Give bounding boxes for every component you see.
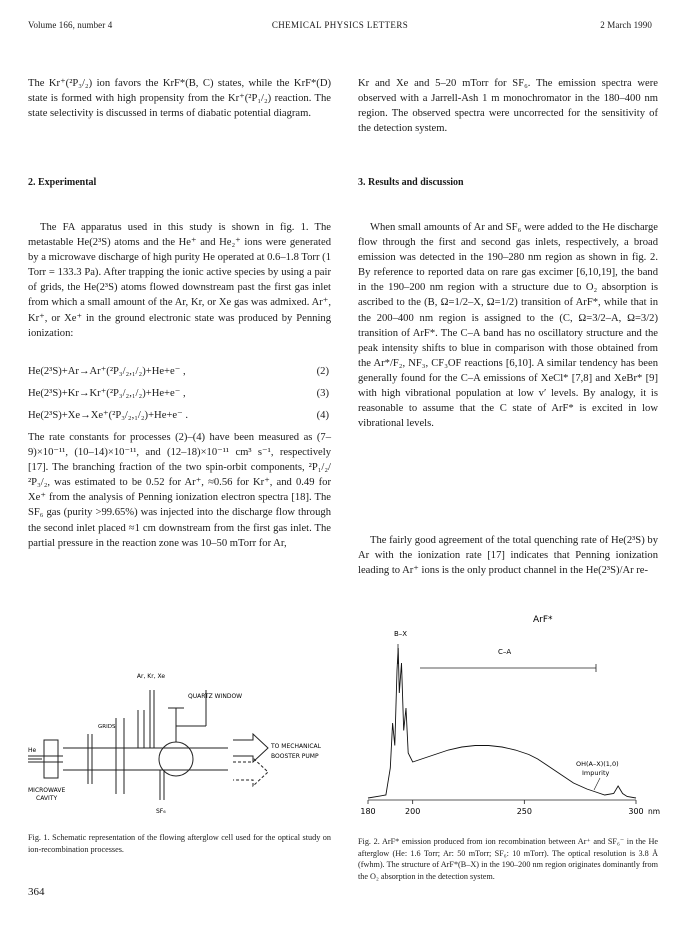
- fig1-label-sf6: SF₆: [156, 808, 166, 815]
- section-title-results: 3. Results and discussion: [358, 177, 464, 188]
- annotation-oh: OH(A–X)(1,0): [576, 760, 619, 768]
- experimental-paragraph-2: The rate constants for processes (2)–(4) have been measured as (7–9)×10⁻¹¹, (10–14)×10⁻¹¹, and (12–18)×10⁻¹¹ cm³ s⁻¹, respectively [17]. The branching fraction of the two spin-orbit components, ²P₁/₂/²P₃/₂, was estimated to be 0.52 for Ar⁺, ≈0.56 for Kr⁺, and 0.49 for Xe⁺ from the analysis of Penning ionization electron spectra [18]. The SF₆ gas (purity >99.65%) was injected into the discharge flow through the second inlet placed ≈1 cm downstream from the first gas inlet. The partial pressure in the reaction zone was 10–50 mTorr for Ar,: [28, 432, 331, 549]
- journal-name: CHEMICAL PHYSICS LETTERS: [271, 20, 409, 30]
- fig1-label-pump-line2: BOOSTER PUMP: [271, 753, 319, 760]
- fig1-label-microwave: MICROWAVE: [28, 787, 66, 794]
- annotation-b-x: B–X: [394, 630, 408, 638]
- equation-4: He(2³S)+Xe→Xe⁺(²P₃/₂,₁/₂)+He+e⁻ . (4): [28, 410, 329, 421]
- fig1-label-gases: Ar, Kr, Xe: [136, 673, 166, 680]
- experimental-paragraph-3: Kr and Xe and 5–20 mTorr for SF₆. The emission spectra were observed with a Jarrell-Ash 1 m monochromator in the 180–400 nm region. The observed spectra were uncorrected for the sensitivity of the detection system.: [358, 78, 658, 135]
- issue-date: 2 March 1990: [600, 20, 652, 30]
- chart-title: ArF*: [533, 615, 553, 625]
- results-paragraph-1: When small amounts of Ar and SF₆ were added to the He discharge flow through the first and second gas inlets, respectively, a broad emission was detected in the 190–280 nm region as shown in fig. 2. By reference to reported data on rare gas excimer [6,10,19], the band in the 190–200 nm region with a structure due to O₂ absorption is ascribed to the (B, Ω=1/2–X, Ω=1/2) transition of ArF*, while that in the 200–400 nm region is assigned to the (C, Ω=3/2–A, Ω=3/2) transition of ArF*. The C–A band has no oscillatory structure and the peak intensity shifts to blue in comparison with those obtained from the Ar*/F₂, NF₃, CF₃OF reactions [6,10]. A similar tendency has been generally found for the C–A emissions of XeCl* [7,8] and XeBr* [9] with high vibrational population at low v′ levels. By analogy, it is reasonable to assume that the C state of ArF* is excited in low vibrational levels.: [358, 222, 658, 430]
- fig1-label-pump-line1: TO MECHANICAL: [271, 743, 321, 750]
- fig1-apparatus-schematic: [28, 668, 331, 818]
- running-header: [28, 20, 652, 34]
- volume-number: Volume 166, number 4: [28, 20, 113, 30]
- intro-end-paragraph: The Kr⁺(²P₃/₂) ion favors the KrF*(B, C) states, while the KrF*(D) state is formed with high propensity from the Kr⁺(²P₁/₂) reaction. The state selectivity is discussed in terms of diabatic potential diagram.: [28, 78, 331, 120]
- impurity-pointer: [594, 778, 600, 790]
- annotation-c-a: C–A: [498, 648, 512, 656]
- annotation-impurity: Impurity: [582, 769, 610, 777]
- fig2-caption: Fig. 2. ArF* emission produced from ion recombination between Ar⁺ and SF₆⁻ in the He afterglow (He: 1.6 Torr; Ar: 50 mTorr; SF₆: 10 mTorr). The optical resolution is 3.8 Å (fwhm). The structure of ArF*(B–X) in the 190–200 nm region originates dominantly from the O₂ absorption in the detection system.: [358, 837, 658, 881]
- page-number: 364: [28, 886, 45, 898]
- x-axis-unit: nm: [648, 807, 661, 816]
- fig1-label-cavity: CAVITY: [36, 795, 58, 802]
- fig1-label-grids: GRIDS: [98, 724, 116, 730]
- fig2-arf-emission-spectrum: [358, 608, 661, 818]
- equation-3: He(2³S)+Kr→Kr⁺(²P₃/₂,₁/₂)+He+e⁻ , (3): [28, 388, 329, 399]
- section-title-experimental: 2. Experimental: [28, 177, 97, 188]
- fig1-label-he: He: [28, 747, 37, 754]
- x-tick-label: 200: [405, 807, 421, 816]
- x-tick-label: 300: [628, 807, 644, 816]
- fig1-label-window: QUARTZ WINDOW: [188, 693, 243, 700]
- equation-2: He(2³S)+Ar→Ar⁺(²P₃/₂,₁/₂)+He+e⁻ , (2): [28, 366, 329, 377]
- x-tick-label: 180: [360, 807, 376, 816]
- experimental-paragraph-1: The FA apparatus used in this study is shown in fig. 1. The metastable He(2³S) atoms and the He⁺ and He₂⁺ ions were generated by a microwave discharge of high purity He operated at 0.6–1.8 Torr (1 Torr = 133.3 Pa). After trapping the ionic active species by using a pair of grids, the He(2³S) atoms flowed downstream past the first gas inlet from which a small amount of the Ar, Kr, or Xe gas was admixed. Ar⁺, Kr⁺, or Xe⁺ in the ground electronic state was produced by Penning ionization:: [28, 222, 331, 339]
- fig1-caption: Fig. 1. Schematic representation of the flowing afterglow cell used for the optical study on ion-recombination processes.: [28, 833, 331, 854]
- results-paragraph-2: The fairly good agreement of the total quenching rate of He(2³S) by Ar with the ionization rate [17] indicates that Penning ionization leading to Ar⁺ ions is the only product channel in the He(2³S)/Ar re-: [358, 535, 658, 577]
- x-tick-label: 250: [516, 807, 532, 816]
